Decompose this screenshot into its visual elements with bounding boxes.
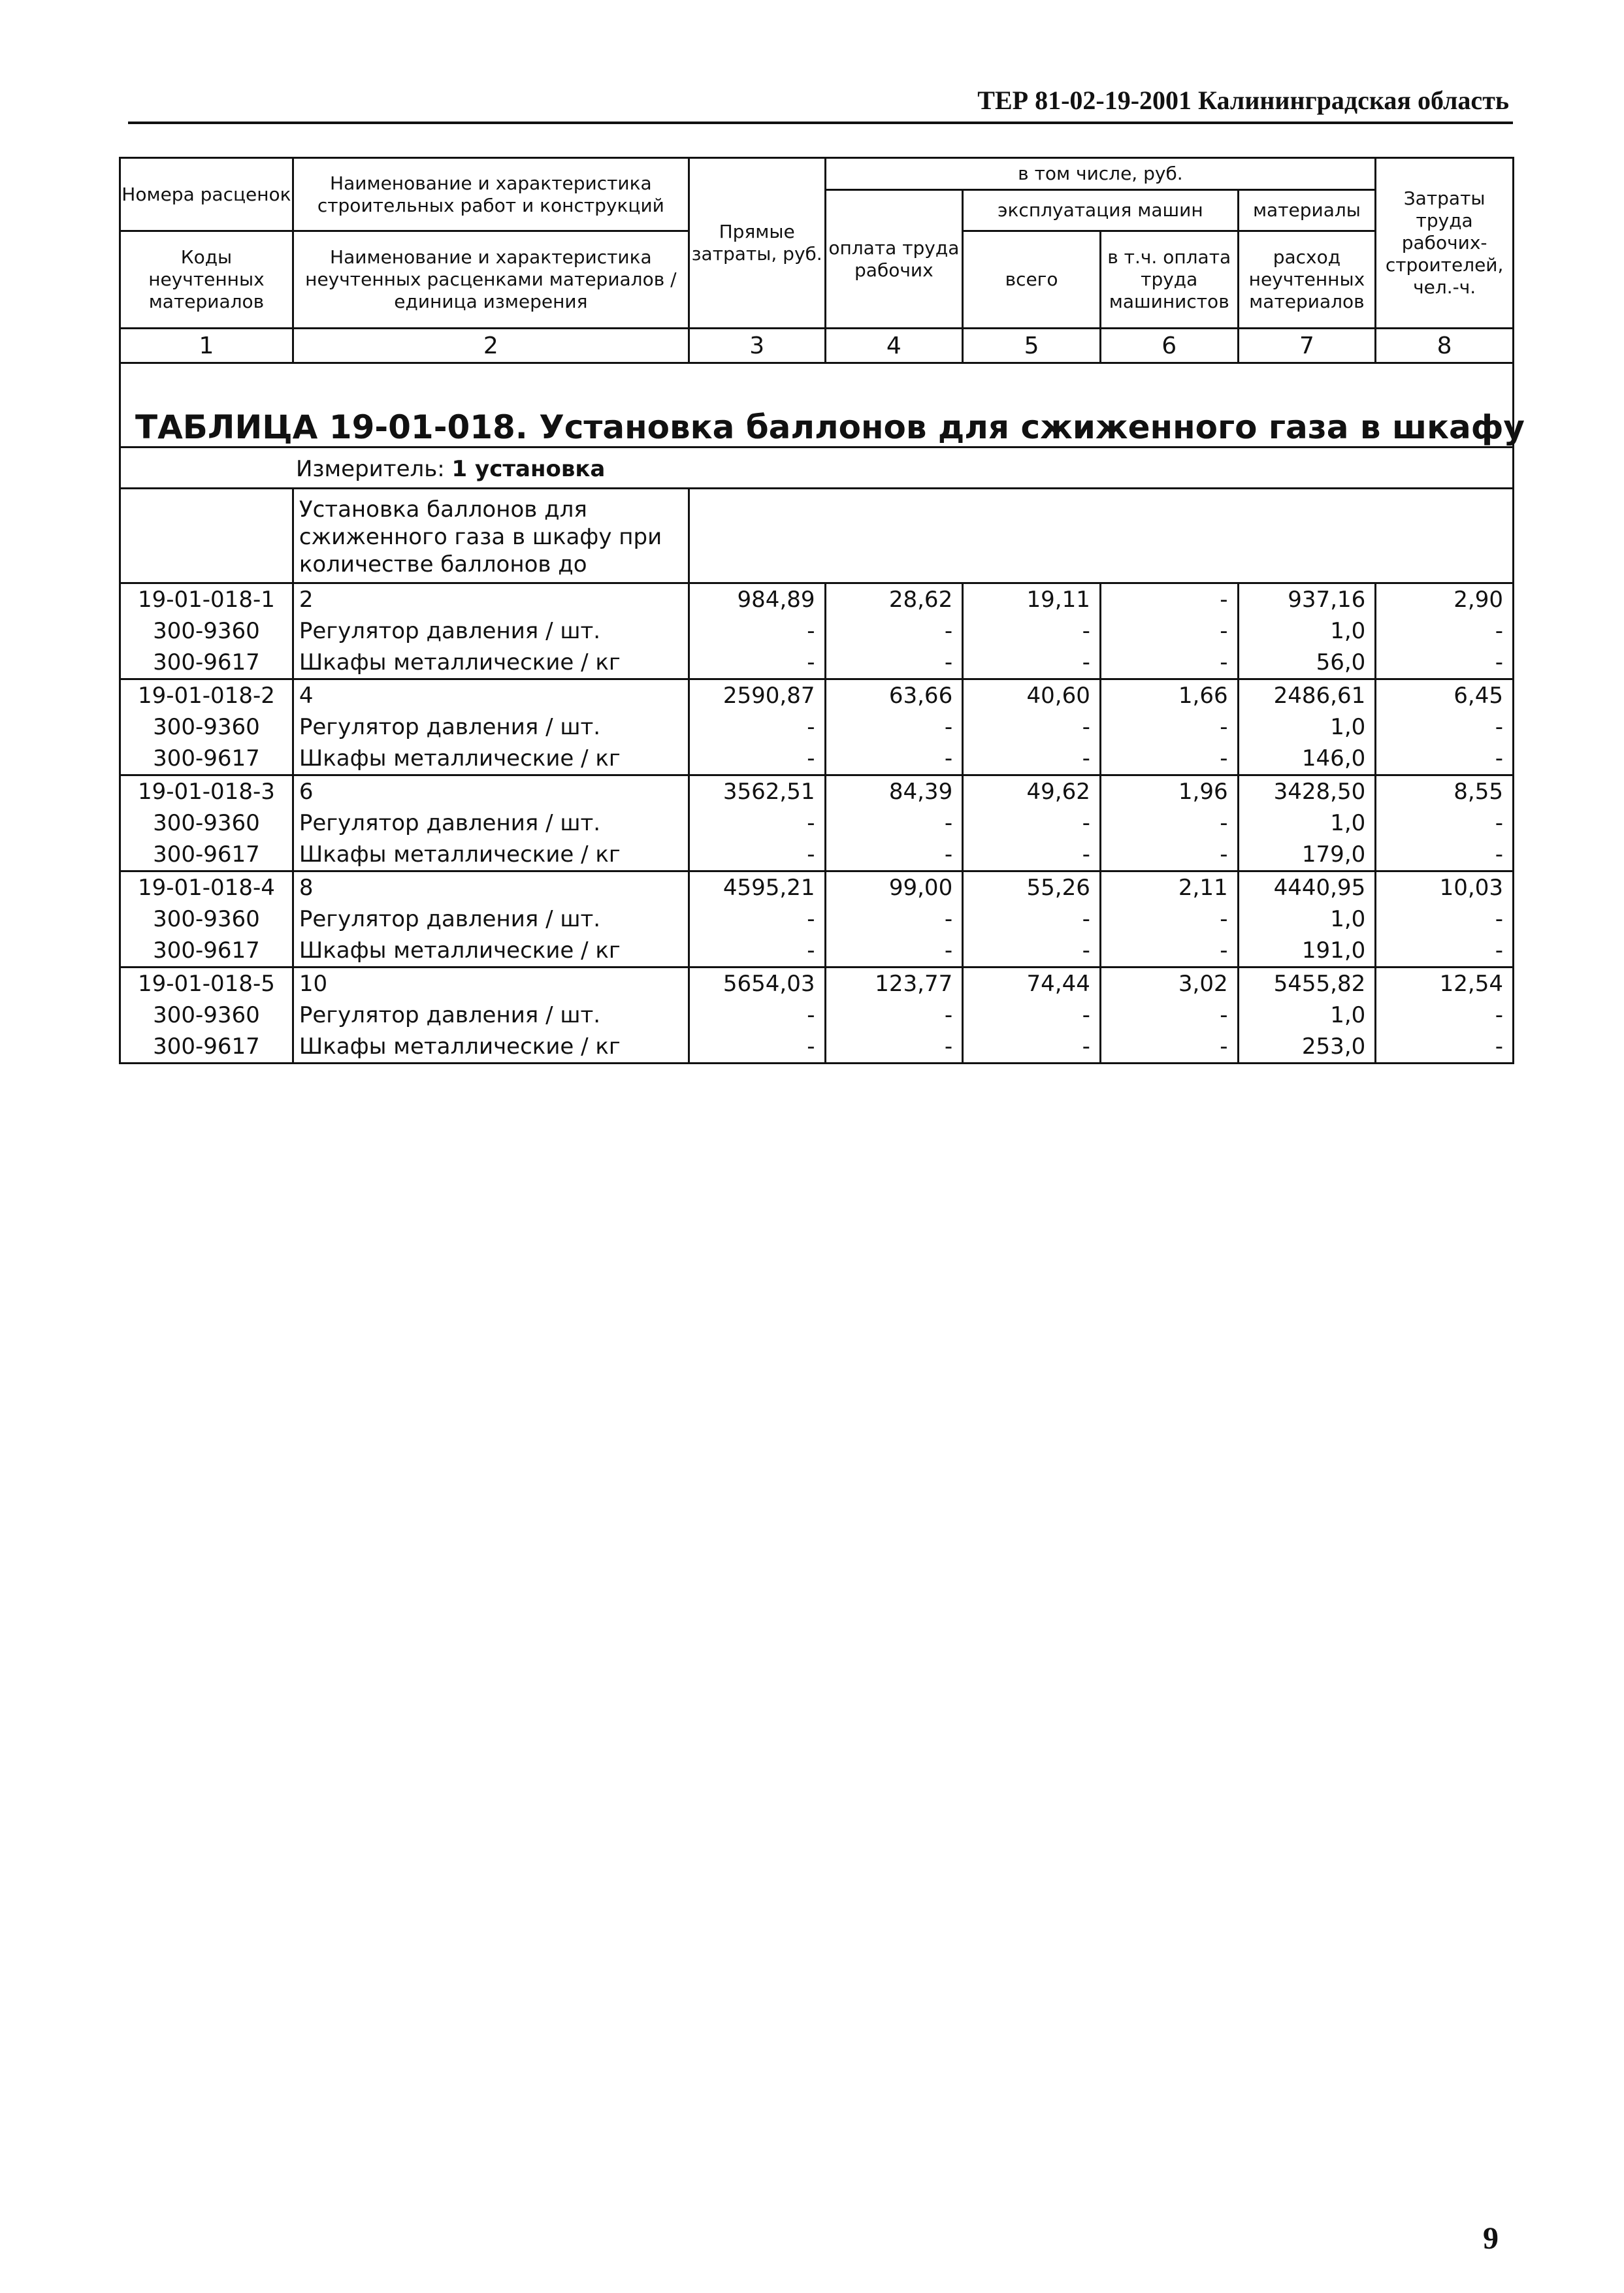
direct-costs-value: 3562,51 [689, 775, 825, 808]
table-title: ТАБЛИЦА 19-01-018. Установка баллонов для сжиженного газа в шкафу [120, 363, 1514, 447]
rate-code: 19-01-018-1 [120, 583, 293, 616]
rate-parameter: 6 [293, 775, 689, 808]
material-consumption-value: 146,0 [1238, 743, 1376, 775]
labor-costs-value: - [1376, 807, 1514, 839]
direct-costs-value: - [689, 1000, 825, 1031]
direct-costs-value: - [689, 711, 825, 743]
material-consumption-value: 253,0 [1238, 1031, 1376, 1064]
material-code: 300-9360 [120, 615, 293, 647]
material-row [120, 647, 1514, 679]
direct-costs-value: - [689, 935, 825, 968]
header-machines-group: эксплуатация машин [963, 190, 1238, 231]
worker-pay-value: - [825, 839, 963, 871]
page-number: 9 [1483, 2221, 1499, 2256]
direct-costs-value: - [689, 743, 825, 775]
machinist-pay-value: - [1100, 583, 1238, 616]
machines-total-value: 55,26 [963, 871, 1101, 904]
material-row [120, 743, 1514, 775]
column-number: 1 [120, 329, 293, 363]
header-row-1 [120, 158, 1514, 190]
machines-total-value: - [963, 935, 1101, 968]
direct-costs-value: 984,89 [689, 583, 825, 616]
material-code: 300-9360 [120, 903, 293, 935]
machines-total-value: 49,62 [963, 775, 1101, 808]
material-code: 300-9617 [120, 743, 293, 775]
header-labor-costs: Затраты труда рабочих-строителей, чел.-ч. [1376, 158, 1514, 329]
rates-table [119, 157, 1525, 1064]
labor-costs-value: 12,54 [1376, 968, 1514, 1000]
column-number-row [120, 329, 1514, 363]
machinist-pay-value: - [1100, 647, 1238, 679]
machinist-pay-value: 1,96 [1100, 775, 1238, 808]
labor-costs-value: - [1376, 615, 1514, 647]
material-consumption-value: 1,0 [1238, 807, 1376, 839]
material-code: 300-9617 [120, 935, 293, 968]
work-description: Установка баллонов для сжиженного газа в шкафу при количестве баллонов до [293, 489, 689, 583]
machinist-pay-value: - [1100, 1031, 1238, 1064]
material-consumption-value: 1,0 [1238, 711, 1376, 743]
rate-parameter: 10 [293, 968, 689, 1000]
material-name: Шкафы металлические / кг [293, 839, 689, 871]
column-number: 7 [1238, 329, 1376, 363]
machinist-pay-value: 1,66 [1100, 679, 1238, 712]
rate-row [120, 871, 1514, 904]
material-consumption-value: 2486,61 [1238, 679, 1376, 712]
machinist-pay-value: 3,02 [1100, 968, 1238, 1000]
worker-pay-value: 84,39 [825, 775, 963, 808]
machinist-pay-value: - [1100, 935, 1238, 968]
material-consumption-value: 1,0 [1238, 1000, 1376, 1031]
rate-parameter: 2 [293, 583, 689, 616]
machines-total-value: 19,11 [963, 583, 1101, 616]
header-work-name: Наименование и характеристика строительных работ и конструкций [293, 158, 689, 231]
rate-parameter: 8 [293, 871, 689, 904]
header-rate-numbers: Номера расценок [120, 158, 293, 231]
header-material-consumption: расход неучтенных материалов [1238, 231, 1376, 329]
material-consumption-value: 56,0 [1238, 647, 1376, 679]
worker-pay-value: - [825, 1031, 963, 1064]
rates-body [120, 583, 1514, 1064]
material-code: 300-9360 [120, 1000, 293, 1031]
machinist-pay-value: - [1100, 743, 1238, 775]
worker-pay-value: - [825, 711, 963, 743]
material-name: Шкафы металлические / кг [293, 1031, 689, 1064]
worker-pay-value: - [825, 743, 963, 775]
material-name: Регулятор давления / шт. [293, 711, 689, 743]
material-code: 300-9360 [120, 711, 293, 743]
rate-code: 19-01-018-2 [120, 679, 293, 712]
machines-total-value: - [963, 711, 1101, 743]
column-number: 8 [1376, 329, 1514, 363]
machines-total-value: - [963, 839, 1101, 871]
rate-row [120, 775, 1514, 808]
rate-row [120, 968, 1514, 1000]
worker-pay-value: - [825, 807, 963, 839]
material-code: 300-9617 [120, 1031, 293, 1064]
worker-pay-value: - [825, 647, 963, 679]
labor-costs-value: - [1376, 839, 1514, 871]
column-number: 3 [689, 329, 825, 363]
rate-code: 19-01-018-4 [120, 871, 293, 904]
material-row [120, 839, 1514, 871]
material-row [120, 903, 1514, 935]
material-name: Регулятор давления / шт. [293, 903, 689, 935]
labor-costs-value: - [1376, 711, 1514, 743]
labor-costs-value: 2,90 [1376, 583, 1514, 616]
column-number: 4 [825, 329, 963, 363]
header-worker-pay: оплата труда рабочих [825, 190, 963, 329]
material-row [120, 711, 1514, 743]
machines-total-value: - [963, 1000, 1101, 1031]
material-row [120, 935, 1514, 968]
direct-costs-value: 2590,87 [689, 679, 825, 712]
direct-costs-value: - [689, 615, 825, 647]
worker-pay-value: - [825, 615, 963, 647]
machinist-pay-value: - [1100, 903, 1238, 935]
rate-row [120, 583, 1514, 616]
machines-total-value: - [963, 647, 1101, 679]
machinist-pay-value: - [1100, 1000, 1238, 1031]
material-consumption-value: 5455,82 [1238, 968, 1376, 1000]
worker-pay-value: - [825, 1000, 963, 1031]
column-number: 5 [963, 329, 1101, 363]
measure-label: Измеритель: [296, 456, 445, 482]
machines-total-value: - [963, 743, 1101, 775]
machines-total-value: 40,60 [963, 679, 1101, 712]
labor-costs-value: 10,03 [1376, 871, 1514, 904]
rate-parameter: 4 [293, 679, 689, 712]
direct-costs-value: - [689, 1031, 825, 1064]
material-row [120, 1000, 1514, 1031]
header-machines-total: всего [963, 231, 1101, 329]
worker-pay-value: - [825, 935, 963, 968]
machinist-pay-value: - [1100, 711, 1238, 743]
measure-value: 1 установка [451, 456, 606, 482]
material-row [120, 1031, 1514, 1064]
machinist-pay-value: - [1100, 839, 1238, 871]
material-consumption-value: 191,0 [1238, 935, 1376, 968]
material-consumption-value: 4440,95 [1238, 871, 1376, 904]
document-header [128, 86, 1513, 124]
section-description-row [120, 489, 1514, 583]
labor-costs-value: 8,55 [1376, 775, 1514, 808]
machines-total-value: - [963, 807, 1101, 839]
direct-costs-value: - [689, 807, 825, 839]
worker-pay-value: 99,00 [825, 871, 963, 904]
rate-row [120, 679, 1514, 712]
material-name: Шкафы металлические / кг [293, 743, 689, 775]
machines-total-value: 74,44 [963, 968, 1101, 1000]
machinist-pay-value: - [1100, 615, 1238, 647]
worker-pay-value: 63,66 [825, 679, 963, 712]
labor-costs-value: - [1376, 743, 1514, 775]
measure-unit [120, 447, 1514, 489]
column-number: 2 [293, 329, 689, 363]
direct-costs-value: - [689, 647, 825, 679]
material-row [120, 615, 1514, 647]
labor-costs-value: - [1376, 903, 1514, 935]
section-title-row [120, 363, 1514, 447]
direct-costs-value: 5654,03 [689, 968, 825, 1000]
worker-pay-value: 28,62 [825, 583, 963, 616]
rate-code: 19-01-018-5 [120, 968, 293, 1000]
header-direct-costs: Прямые затраты, руб. [689, 158, 825, 329]
worker-pay-value: - [825, 903, 963, 935]
labor-costs-value: - [1376, 647, 1514, 679]
material-consumption-value: 1,0 [1238, 615, 1376, 647]
labor-costs-value: 6,45 [1376, 679, 1514, 712]
material-name: Регулятор давления / шт. [293, 1000, 689, 1031]
description-empty-cell [689, 489, 1513, 583]
section-measure-row [120, 447, 1514, 489]
direct-costs-value: - [689, 903, 825, 935]
material-name: Шкафы металлические / кг [293, 935, 689, 968]
labor-costs-value: - [1376, 1031, 1514, 1064]
direct-costs-value: 4595,21 [689, 871, 825, 904]
material-consumption-value: 179,0 [1238, 839, 1376, 871]
document-header-title: ТЕР 81-02-19-2001 Калининградская область [977, 86, 1509, 115]
header-including-group: в том числе, руб. [825, 158, 1376, 190]
labor-costs-value: - [1376, 935, 1514, 968]
rate-code: 19-01-018-3 [120, 775, 293, 808]
material-code: 300-9617 [120, 647, 293, 679]
direct-costs-value: - [689, 839, 825, 871]
column-number: 6 [1100, 329, 1238, 363]
machines-total-value: - [963, 903, 1101, 935]
header-material-name: Наименование и характеристика неучтенных расценками материалов / единица измерения [293, 231, 689, 329]
header-machinist-pay: в т.ч. оплата труда машинистов [1100, 231, 1238, 329]
machinist-pay-value: 2,11 [1100, 871, 1238, 904]
material-code: 300-9617 [120, 839, 293, 871]
labor-costs-value: - [1376, 1000, 1514, 1031]
machines-total-value: - [963, 615, 1101, 647]
material-consumption-value: 1,0 [1238, 903, 1376, 935]
description-code-cell [120, 489, 293, 583]
header-materials-group: материалы [1238, 190, 1376, 231]
material-consumption-value: 3428,50 [1238, 775, 1376, 808]
material-name: Шкафы металлические / кг [293, 647, 689, 679]
material-name: Регулятор давления / шт. [293, 807, 689, 839]
machines-total-value: - [963, 1031, 1101, 1064]
machinist-pay-value: - [1100, 807, 1238, 839]
header-material-codes: Коды неучтенных материалов [120, 231, 293, 329]
material-name: Регулятор давления / шт. [293, 615, 689, 647]
material-consumption-value: 937,16 [1238, 583, 1376, 616]
worker-pay-value: 123,77 [825, 968, 963, 1000]
material-row [120, 807, 1514, 839]
material-code: 300-9360 [120, 807, 293, 839]
